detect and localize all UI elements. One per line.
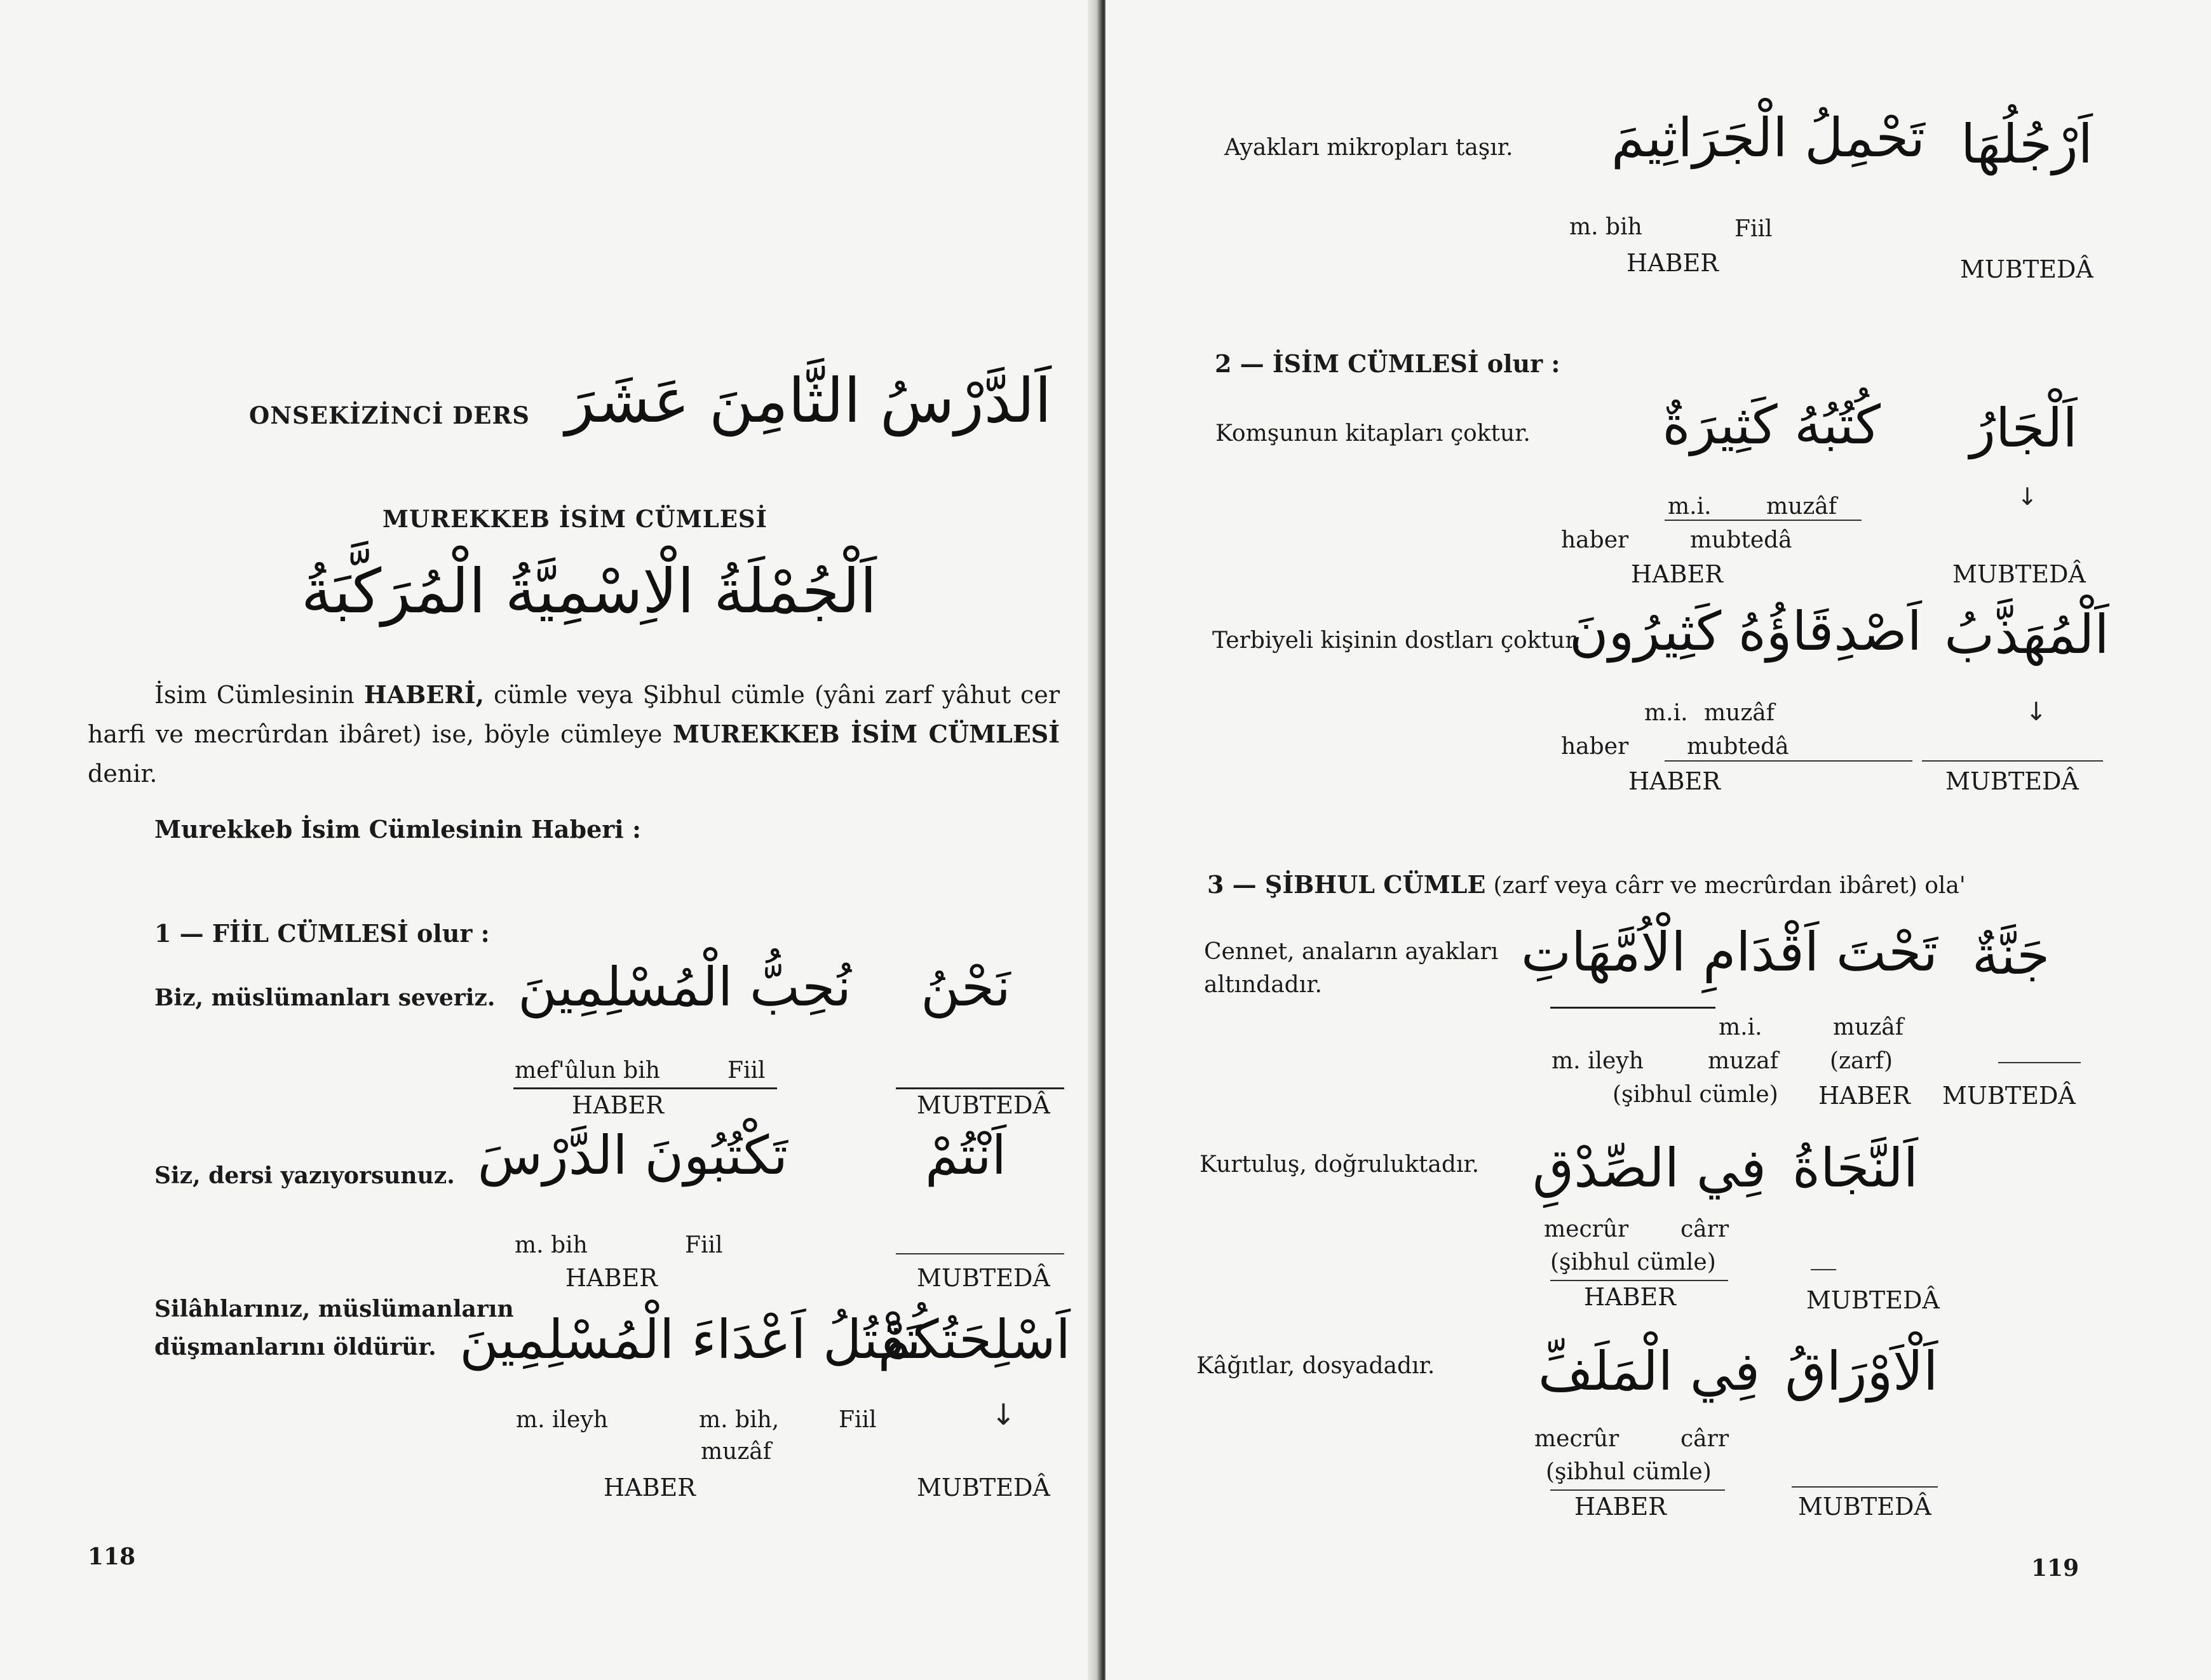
isim-example-2-mubteda: MUBTEDÂ [1945,767,2079,795]
isim-example-1-label: m.i. [1668,494,1712,520]
example-3-label: m. bih, [699,1407,780,1433]
sibhul-example-1-underline [1550,1007,1715,1009]
isim-example-1-label: muzâf [1766,494,1837,520]
isim-example-2-label: muzâf [1704,700,1775,726]
top-example-label: m. bih [1569,214,1642,240]
example-1-mubteda-rule [896,1087,1064,1089]
top-example-haber: HABER [1626,249,1719,277]
sibhul-example-3-mubteda-rule [1792,1486,1938,1488]
sibhul-example-1-label: (zarf) [1830,1048,1893,1074]
sibhul-example-3-haber: HABER [1574,1493,1667,1521]
example-1-haber-arabic: نُحِبُّ الْمُسْلِمِينَ [518,956,851,1018]
sibhul-example-1-haber: HABER [1818,1082,1910,1110]
subheading: Murekkeb İsim Cümlesinin Haberi : [154,815,641,843]
sibhul-example-2-mubteda-rule [1811,1269,1836,1270]
left-page [0,0,1093,1680]
isim-example-1-haber: HABER [1631,560,1723,588]
sibhul-example-3-turkish: Kâğıtlar, dosyadadır. [1196,1353,1435,1379]
isim-example-1-mubteda: MUBTEDÂ [1952,560,2086,588]
isim-example-2-haber-arabic: اَصْدِقَاؤُهُ كَثِيرُونَ [1569,600,1922,662]
sibhul-example-3-label: cârr [1680,1426,1729,1452]
example-3-haber: HABER [604,1474,696,1502]
sibhul-example-1-turkish-line2: altındadır. [1204,972,1322,998]
sibhul-example-2-underline [1550,1280,1728,1281]
sibhul-example-1-mubteda-rule [1998,1062,2081,1063]
isim-example-1-label: mubtedâ [1690,527,1792,553]
example-3-mubteda: MUBTEDÂ [917,1474,1050,1502]
example-3-turkish-line2: düşmanlarını öldürür. [154,1334,436,1361]
isim-example-1-mubteda-arabic: اَلْجَارُ [1970,397,2078,459]
example-1-turkish: Biz, müslümanları severiz. [154,984,496,1011]
down-arrow-mark-icon: ↓ [991,1397,1016,1432]
isim-example-2-mubteda-arabic: اَلْمُهَذَّبُ [1944,603,2109,666]
sibhul-example-2-label: cârr [1680,1216,1729,1242]
sibhul-example-3-mubteda: MUBTEDÂ [1798,1493,1931,1521]
sibhul-example-2-turkish: Kurtuluş, doğruluktadır. [1200,1152,1480,1178]
example-2-label: m. bih [515,1232,588,1258]
sibhul-example-1-mubteda-arabic: جَنَّةٌ [1971,924,2050,986]
sibhul-example-1-label: muzâf [1833,1014,1904,1040]
sibhul-example-3-underline [1550,1489,1725,1491]
example-3-mubteda-arabic: اَسْلِحَتُكُمْ [877,1308,1071,1371]
section-2-heading: 2 — İSİM CÜMLESİ olur : [1215,349,1560,378]
sibhul-example-1-mubteda: MUBTEDÂ [1942,1082,2076,1110]
example-2-haber: HABER [565,1264,658,1292]
sibhul-example-2-sibhul: (şibhul cümle) [1550,1249,1716,1275]
definition-paragraph: İsim Cümlesinin HABERİ, cümle veya Şibhul cümle (yâni zarf yâhut cer harfi ve mecrûrdan ibâret) ise, böyle cümleye MUREKKEB İSİM CÜMLESİ denir. [88,680,1060,788]
example-2-turkish: Siz, dersi yazıyorsunuz. [154,1162,455,1189]
sibhul-example-1-haber-arabic: تَحْتَ اَقْدَامِ الْاُمَّهَاتِ [1520,921,1938,983]
sibhul-example-3-label: mecrûr [1534,1426,1619,1452]
example-1-mubteda-arabic: نَحْنُ [921,956,1011,1018]
isim-example-2-haber: HABER [1628,767,1721,795]
top-example-turkish: Ayakları mikropları taşır. [1224,135,1513,161]
sibhul-example-2-label: mecrûr [1544,1216,1629,1242]
section-3-heading: 3 — ŞİBHUL CÜMLE (zarf veya cârr ve mecrûrdan ibâret) ola' [1207,870,1966,899]
sibhul-example-3-sibhul: (şibhul cümle) [1546,1459,1712,1485]
example-2-haber-arabic: تَكْتُبُونَ الدَّرْسَ [477,1124,788,1186]
example-1-haber: HABER [572,1091,664,1119]
example-2-label: Fiil [685,1232,723,1258]
subtitle-arabic: اَلْجُمْلَةُ الْاِسْمِيَّةُ الْمُرَكَّبَةُ [301,556,877,627]
example-1-haber-rule [513,1087,777,1089]
example-3-label: Fiil [839,1407,877,1433]
example-3-haber-arabic: تَقْتُلُ اَعْدَاءَ الْمُسْلِمِينَ [459,1308,921,1371]
down-arrow-mark-icon: ↓ [2017,483,2038,511]
subtitle: MUREKKEB İSİM CÜMLESİ [382,505,767,533]
sibhul-example-3-haber-arabic: فِي الْمَلَفِّ [1538,1340,1760,1402]
isim-example-2-mubtada-rule [1665,760,1912,762]
example-1-mubteda: MUBTEDÂ [917,1091,1050,1119]
sibhul-example-2-haber: HABER [1584,1283,1676,1311]
sibhul-example-2-mubteda: MUBTEDÂ [1806,1286,1940,1314]
example-3-turkish-line1: Silâhlarınız, müslümanların [154,1296,514,1322]
isim-example-1-label: haber [1561,527,1629,553]
isim-example-1-haber-arabic: كُتُبُهُ كَثِيرَةٌ [1662,394,1881,456]
isim-example-1-muzaf-rule [1665,520,1862,521]
sibhul-example-2-mubteda-arabic: اَلنَّجَاةُ [1792,1137,1919,1199]
isim-example-2-label: mubtedâ [1687,734,1789,760]
isim-example-2-mubteda-rule [1922,760,2103,762]
top-example-label: Fiil [1734,216,1773,242]
isim-example-1-turkish: Komşunun kitapları çoktur. [1215,420,1531,447]
top-example-mubteda: MUBTEDÂ [1960,255,2093,283]
sibhul-example-1-label: m.i. [1719,1014,1762,1040]
section-1-heading: 1 — FİİL CÜMLESİ olur : [154,919,490,948]
isim-example-2-label: haber [1561,734,1629,760]
isim-example-2-turkish: Terbiyeli kişinin dostları çoktur. [1212,628,1581,654]
sibhul-example-1-turkish-line1: Cennet, anaların ayakları [1204,939,1499,965]
lesson-title: ONSEKİZİNCİ DERS [249,401,530,429]
right-page [1106,0,2211,1680]
sibhul-example-2-haber-arabic: فِي الصِّدْقِ [1532,1137,1766,1199]
lesson-title-arabic: اَلدَّرْسُ الثَّامِنَ عَشَرَ [565,365,1051,436]
top-example-mubteda-arabic: اَرْجُلُهَا [1961,113,2093,175]
page-number-left: 118 [88,1543,136,1570]
sibhul-example-1-sibhul: (şibhul cümle) [1613,1082,1778,1108]
sibhul-example-1-label: muzaf [1708,1048,1779,1074]
example-3-label: m. ileyh [516,1407,608,1433]
example-2-mubteda-rule [896,1253,1064,1254]
sibhul-example-1-label: m. ileyh [1552,1048,1644,1074]
example-1-label: mef'ûlun bih [515,1058,660,1084]
page-number-right: 119 [2031,1555,2079,1582]
top-example-haber-arabic: تَحْمِلُ الْجَرَاثِيمَ [1611,107,1925,169]
example-2-mubteda-arabic: اَنْتُمْ [925,1124,1006,1186]
example-2-mubteda: MUBTEDÂ [917,1264,1050,1292]
example-3-label: muzâf [701,1439,772,1465]
example-1-label: Fiil [727,1058,766,1084]
down-arrow-mark-icon: ↓ [2025,697,2047,727]
sibhul-example-3-mubteda-arabic: اَلْاَوْرَاقُ [1785,1340,1938,1402]
isim-example-2-label: m.i. [1644,700,1688,726]
